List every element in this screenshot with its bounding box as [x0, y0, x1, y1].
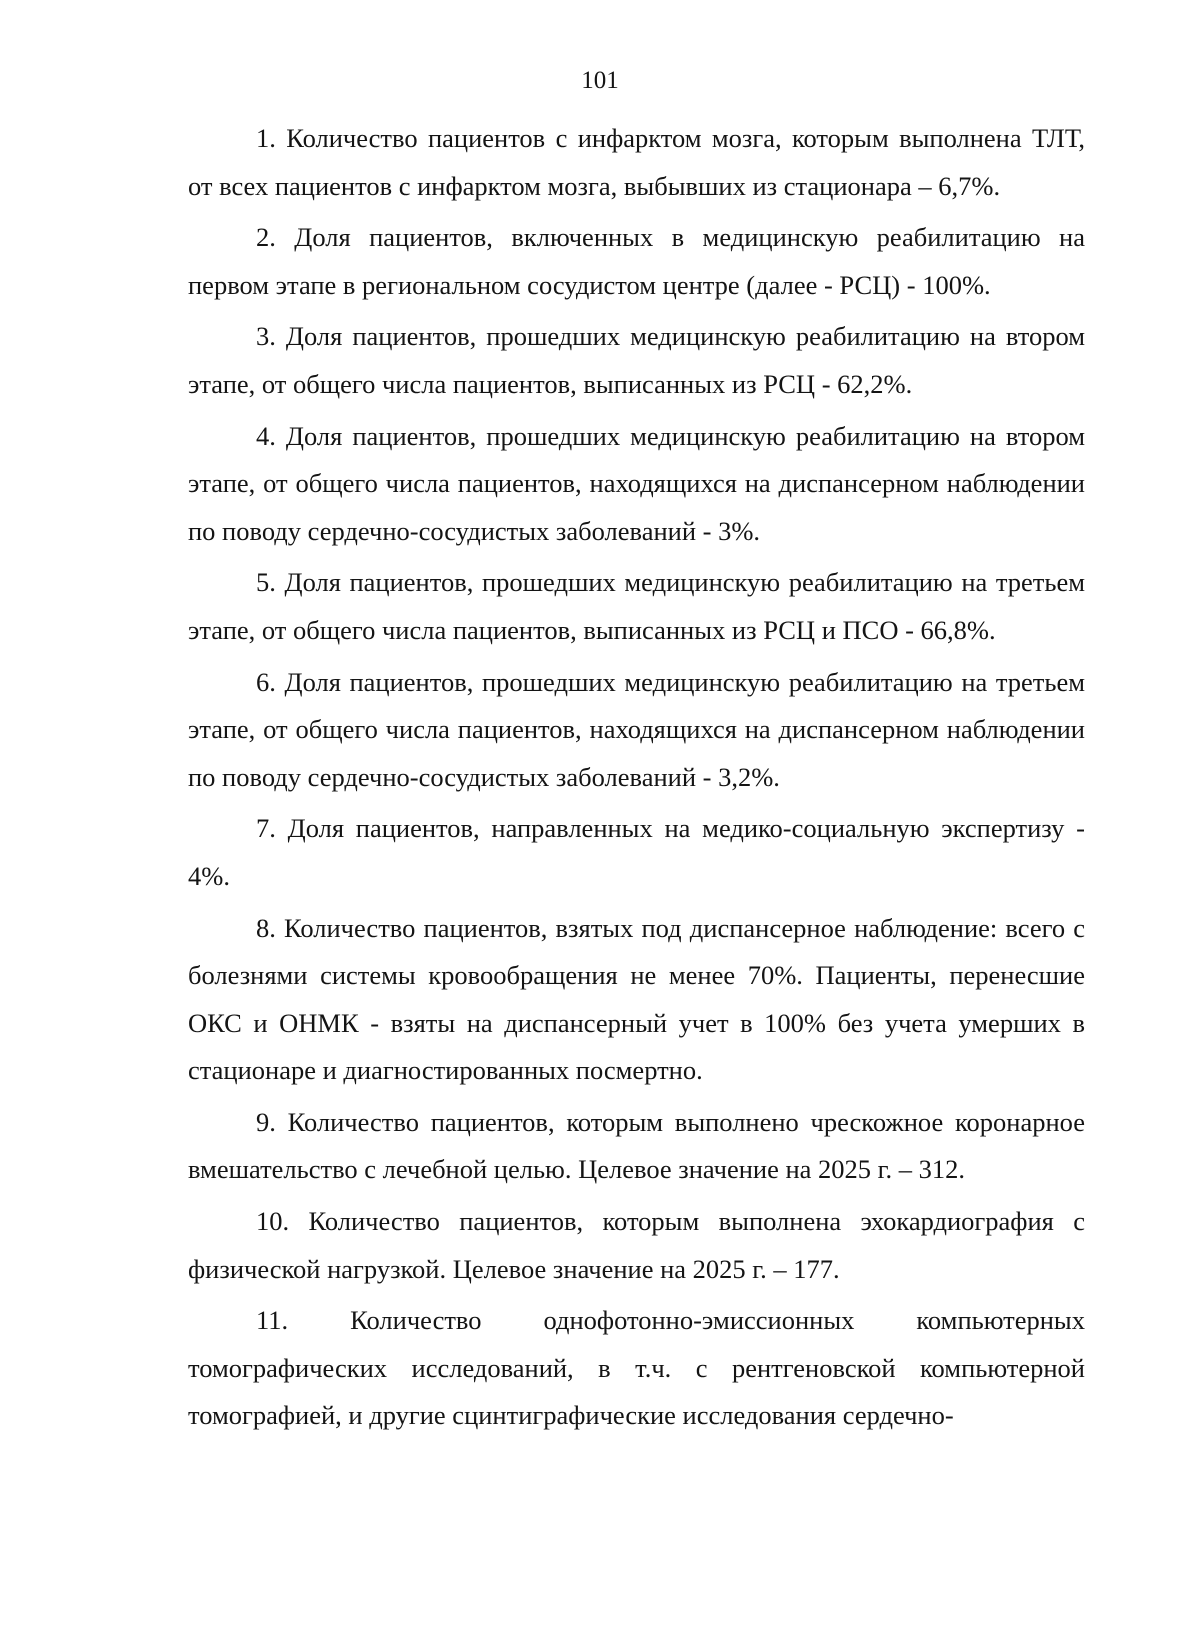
paragraph-item-8: 8. Количество пациентов, взятых под диспансерное наблюдение: всего с болезнями системы кровообращения не менее 70%. Пациенты, перенесшие ОКС и ОНМК - взяты на диспансерный учет в 100% без учета умерших в стационаре и диагностированных посмертно. — [188, 912, 1085, 1086]
paragraph-item-10: 10. Количество пациентов, которым выполнена эхокардиография с физической нагрузкой. Целевое значение на 2025 г. – 177. — [188, 1206, 1085, 1284]
paragraph-item-3: 3. Доля пациентов, прошедших медицинскую реабилитацию на втором этапе, от общего числа пациентов, выписанных из РСЦ - 62,2%. — [188, 321, 1085, 399]
paragraph-item-9: 9. Количество пациентов, которым выполнено чрескожное коронарное вмешательство с лечебной целью. Целевое значение на 2025 г. – 312. — [188, 1106, 1085, 1185]
paragraph-item-11: 11. Количество однофотонно-эмиссионных компьютерных томографических исследований, в т.ч. с рентгеновской компьютерной томографией, и другие сцинтиграфические исследования сердечно- — [188, 1305, 1085, 1431]
paragraph-item-4: 4. Доля пациентов, прошедших медицинскую реабилитацию на втором этапе, от общего числа пациентов, находящихся на диспансерном наблюдении по поводу сердечно-сосудистых заболеваний - 3%. — [188, 420, 1085, 546]
paragraph-item-5: 5. Доля пациентов, прошедших медицинскую реабилитацию на третьем этапе, от общего числа пациентов, выписанных из РСЦ и ПСО - 66,8%. — [188, 567, 1085, 645]
page-number: 101 — [581, 67, 619, 94]
document-body — [188, 115, 1085, 1444]
paragraph-item-1: 1. Количество пациентов с инфарктом мозга, которым выполнена ТЛТ, от всех пациентов с инфарктом мозга, выбывших из стационара – 6,7%. — [188, 123, 1085, 201]
paragraph-item-6: 6. Доля пациентов, прошедших медицинскую реабилитацию на третьем этапе, от общего числа пациентов, находящихся на диспансерном наблюдении по поводу сердечно-сосудистых заболеваний - 3,2%. — [188, 666, 1085, 792]
paragraph-item-2: 2. Доля пациентов, включенных в медицинскую реабилитацию на первом этапе в региональном сосудистом центре (далее - РСЦ) - 100%. — [188, 222, 1085, 300]
paragraph-item-7: 7. Доля пациентов, направленных на медико-социальную экспертизу - 4%. — [188, 813, 1085, 891]
